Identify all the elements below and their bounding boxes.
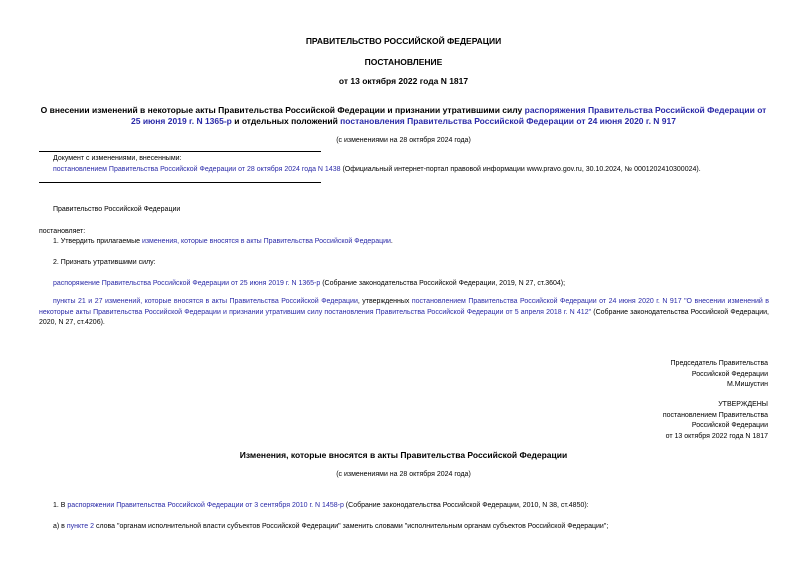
document-title <box>40 105 767 127</box>
item-1-link[interactable]: изменения, которые вносятся в акты Правительства Российской Федерации <box>141 238 391 245</box>
changes-item-1-tail: (Собрание законодательства Российской Федерации, 2010, N 38, ст.4850): <box>343 502 589 509</box>
item-2b-tail: (Собрание законодательства Российской Федерации, 2020, N 27, ст.4206). <box>39 308 769 326</box>
title-link-resolution-917[interactable]: постановления Правительства Российской Федерации от 24 июня 2020 г. N 917 <box>340 116 676 126</box>
item-1-suffix: . <box>390 238 393 245</box>
revision-note: (с изменениями на 28 октября 2024 года) <box>336 137 471 144</box>
approval-date: от 13 октября 2022 года N 1817 <box>665 432 768 440</box>
item-2a <box>53 280 565 287</box>
changes-item-1 <box>53 502 589 509</box>
item-2b-link-points[interactable]: пункты 21 и 27 изменений, которые вносятся в акты Правительства Российской Федерации <box>53 298 358 305</box>
approval-country: Российской Федерации <box>691 422 768 429</box>
changes-title: Изменения, которые вносятся в акты Правительства Российской Федерации <box>239 450 568 460</box>
item-2a-tail: (Собрание законодательства Российской Федерации, 2019, N 27, ст.3604); <box>320 280 566 287</box>
title-link-order-1365[interactable]: распоряжения Правительства Российской Федерации от 25 июня 2019 г. N 1365-р <box>131 105 767 126</box>
amendments-link-1438[interactable]: постановлением Правительства Российской Федерации от 28 октября 2024 года N 1438 <box>53 166 341 173</box>
item-1 <box>53 238 393 245</box>
signature-block <box>671 359 768 391</box>
document-date-number: от 13 октября 2022 года N 1817 <box>338 76 469 86</box>
item-2b-mid: , утвержденных <box>357 298 412 305</box>
signature-country: Российской Федерации <box>691 370 768 378</box>
document-org-heading: ПРАВИТЕЛЬСТВО РОССИЙСКОЙ ФЕДЕРАЦИИ <box>305 36 502 46</box>
changes-revision-note: (с изменениями на 28 октября 2024 года) <box>336 471 471 478</box>
document-type-heading: ПОСТАНОВЛЕНИЕ <box>364 57 443 67</box>
amendments-top-rule <box>39 151 321 152</box>
item-2b-link-resolution-917[interactable]: постановлением Правительства Российской Федерации от 24 июня 2020 г. N 917 "О внесении изменений в некоторые акты Правительства Российской Федерации и признании утратившим силу постановления Правительства Российской Федерации от 5 апреля 2018 г. N 412" <box>39 298 770 316</box>
changes-item-a-link[interactable]: пункте 2 <box>66 523 94 530</box>
changes-item-1-prefix: 1. В <box>53 502 68 509</box>
approval-heading: УТВЕРЖДЕНЫ <box>718 401 768 408</box>
title-text-1: О внесении изменений в некоторые акты Правительства Российской Федерации и признании утратившими силу <box>40 105 525 115</box>
amendments-label: Документ с изменениями, внесенными: <box>53 155 182 162</box>
signature-title: Председатель Правительства <box>670 360 768 367</box>
amendments-entry <box>53 166 701 173</box>
amendments-tail: (Официальный интернет-портал правовой информации www.pravo.gov.ru, 30.10.2024, № 0001202410300024). <box>340 166 701 173</box>
changes-item-a <box>53 523 608 530</box>
resolves-text: постановляет: <box>39 228 86 235</box>
approval-by: постановлением Правительства <box>662 411 768 419</box>
item-2b <box>39 297 769 329</box>
item-2: 2. Признать утратившими силу: <box>53 259 156 266</box>
signature-name: М.Мишустин <box>726 381 768 388</box>
amendments-bottom-rule <box>39 182 321 183</box>
approval-block <box>663 400 768 442</box>
changes-item-a-tail: слова "органам исполнительной власти субъектов Российской Федерации" заменить словами "исполнительным органам субъектов Российской Федерации"; <box>94 523 609 530</box>
government-text: Правительство Российской Федерации <box>53 206 181 213</box>
item-2a-link[interactable]: распоряжение Правительства Российской Федерации от 25 июня 2019 г. N 1365-р <box>53 280 321 287</box>
title-text-2: и отдельных положений <box>231 116 341 126</box>
item-1-prefix: 1. Утвердить прилагаемые <box>53 238 142 245</box>
changes-item-a-prefix: а) в <box>53 523 67 530</box>
changes-item-1-link[interactable]: распоряжении Правительства Российской Федерации от 3 сентября 2010 г. N 1458-р <box>67 502 344 509</box>
